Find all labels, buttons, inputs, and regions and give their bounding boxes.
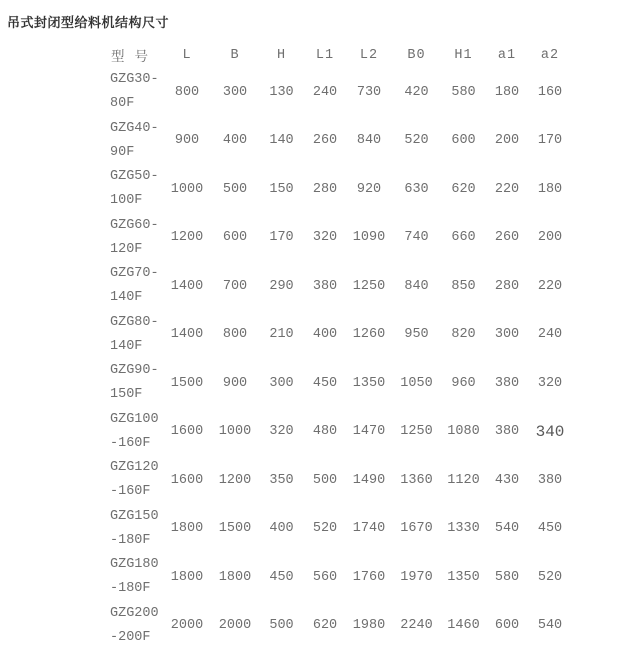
dimension-cell: 340 <box>535 422 565 441</box>
model-cell <box>97 553 163 602</box>
dimension-cell: 290 <box>269 278 294 294</box>
dimensions-table <box>97 42 572 650</box>
dimension-cell: 1740 <box>352 521 386 537</box>
table-row <box>97 553 572 602</box>
dimension-cell: 450 <box>537 521 563 537</box>
dimension-cell: 580 <box>494 569 520 585</box>
dimension-cell: 660 <box>451 230 476 246</box>
dimension-cell: 2000 <box>218 618 252 634</box>
dimension-cell: 240 <box>312 84 338 100</box>
model-name-line: -180F <box>110 581 151 597</box>
dimension-cell: 1800 <box>170 569 204 585</box>
model-name-line: 90F <box>110 144 135 160</box>
table-row <box>97 117 572 166</box>
dimension-cell: 900 <box>174 133 200 149</box>
dimension-cell: 850 <box>451 278 476 294</box>
dimension-cell: 1800 <box>170 521 204 537</box>
dimension-cell: 800 <box>174 84 200 100</box>
model-cell <box>97 408 163 457</box>
dimension-cell: 1250 <box>352 278 386 294</box>
dimension-cell: 600 <box>494 618 520 634</box>
dimension-cell: 400 <box>222 133 248 149</box>
dimension-cell: 500 <box>269 618 294 634</box>
model-name-line: 140F <box>110 338 143 354</box>
dimension-cell: 260 <box>494 230 520 246</box>
dimension-cell: 320 <box>312 230 338 246</box>
model-name-line: 100F <box>110 193 143 209</box>
dimension-cell: 540 <box>494 521 520 537</box>
dimension-cell: 520 <box>404 133 429 149</box>
dimension-cell: 730 <box>356 84 382 100</box>
column-header-0: 型 号 <box>110 50 150 66</box>
dimension-cell: 320 <box>537 375 563 391</box>
dimension-cell: 520 <box>312 521 338 537</box>
model-name-line: GZG90- <box>110 363 159 379</box>
dimension-cell: 820 <box>451 327 476 343</box>
dimension-cell: 700 <box>222 278 248 294</box>
dimension-cell: 1600 <box>170 472 204 488</box>
dimension-cell: 1000 <box>170 181 204 197</box>
dimension-cell: 1260 <box>352 327 386 343</box>
model-name-line: -200F <box>110 629 151 645</box>
dimension-cell: 1490 <box>352 472 386 488</box>
model-name-line: GZG200 <box>110 605 159 621</box>
model-name-line: -160F <box>110 484 151 500</box>
dimension-cell: 200 <box>494 133 520 149</box>
dimension-cell: 1120 <box>447 472 480 488</box>
dimension-cell: 140 <box>269 133 294 149</box>
dimension-cell: 620 <box>451 181 476 197</box>
dimension-cell: 450 <box>312 375 338 391</box>
table-row <box>97 505 572 554</box>
dimension-cell: 380 <box>312 278 338 294</box>
dimension-cell: 1050 <box>400 375 433 391</box>
column-header-1: L <box>182 47 192 63</box>
dimension-cell: 1400 <box>170 327 204 343</box>
dimension-cell: 170 <box>269 230 294 246</box>
dimension-cell: 950 <box>404 327 429 343</box>
dimension-cell: 740 <box>404 230 429 246</box>
dimension-cell: 200 <box>537 230 563 246</box>
dimension-cell: 400 <box>312 327 338 343</box>
dimension-cell: 1500 <box>170 375 204 391</box>
dimension-cell: 380 <box>494 375 520 391</box>
model-name-line: GZG150 <box>110 508 159 524</box>
dimension-cell: 1800 <box>218 569 252 585</box>
column-header-7: H1 <box>454 47 473 63</box>
dimension-cell: 300 <box>269 375 294 391</box>
model-name-line: GZG70- <box>110 266 159 282</box>
dimension-cell: 560 <box>312 569 338 585</box>
model-cell <box>97 456 163 505</box>
dimension-cell: 1000 <box>218 424 252 440</box>
table-row <box>97 456 572 505</box>
model-name-line: 150F <box>110 387 143 403</box>
dimension-cell: 1470 <box>352 424 386 440</box>
dimension-cell: 1350 <box>352 375 386 391</box>
dimension-cell: 2000 <box>170 618 204 634</box>
dimension-cell: 420 <box>404 84 429 100</box>
dimension-cell: 130 <box>269 84 294 100</box>
model-name-line: 80F <box>110 96 135 112</box>
dimension-cell: 160 <box>537 84 563 100</box>
table-row <box>97 165 572 214</box>
dimension-cell: 170 <box>537 133 563 149</box>
dimension-cell: 1360 <box>400 472 433 488</box>
dimension-cell: 320 <box>269 424 294 440</box>
dimension-cell: 400 <box>269 521 294 537</box>
dimension-cell: 480 <box>312 424 338 440</box>
dimension-cell: 600 <box>451 133 476 149</box>
dimension-cell: 260 <box>312 133 338 149</box>
model-name-line: -180F <box>110 532 151 548</box>
dimension-cell: 1970 <box>400 569 433 585</box>
model-name-line: GZG40- <box>110 120 159 136</box>
model-name-line: GZG80- <box>110 314 159 330</box>
model-name-line: GZG50- <box>110 169 159 185</box>
dimension-cell: 1600 <box>170 424 204 440</box>
table-row <box>97 262 572 311</box>
dimension-cell: 540 <box>537 618 563 634</box>
dimension-cell: 1500 <box>218 521 252 537</box>
page-title: 吊式封闭型给料机结构尺寸 <box>7 16 170 31</box>
model-name-line: 120F <box>110 241 143 257</box>
model-cell <box>97 68 163 117</box>
model-cell <box>97 505 163 554</box>
dimension-cell: 1400 <box>170 278 204 294</box>
dimension-cell: 1200 <box>170 230 204 246</box>
dimension-cell: 500 <box>312 472 338 488</box>
dimension-cell: 580 <box>451 84 476 100</box>
dimension-cell: 1760 <box>352 569 386 585</box>
dimension-cell: 840 <box>404 278 429 294</box>
dimension-cell: 180 <box>494 84 520 100</box>
table-row <box>97 311 572 360</box>
table-row <box>97 214 572 263</box>
dimension-cell: 240 <box>537 327 563 343</box>
dimension-cell: 2240 <box>400 618 433 634</box>
model-cell <box>97 311 163 360</box>
dimension-cell: 380 <box>494 424 520 440</box>
dimension-cell: 630 <box>404 181 429 197</box>
dimension-cell: 1200 <box>218 472 252 488</box>
model-name-line: 140F <box>110 290 143 306</box>
column-header-6: B0 <box>407 47 426 63</box>
dimension-cell: 300 <box>222 84 248 100</box>
table-header-row <box>97 42 572 68</box>
dimension-cell: 840 <box>356 133 382 149</box>
dimension-cell: 1350 <box>447 569 480 585</box>
model-name-line: GZG120 <box>110 460 159 476</box>
model-name-line: -160F <box>110 435 151 451</box>
dimension-cell: 1670 <box>400 521 433 537</box>
dimension-cell: 350 <box>269 472 294 488</box>
dimension-cell: 1090 <box>352 230 386 246</box>
table-row <box>97 68 572 117</box>
dimension-cell: 900 <box>222 375 248 391</box>
column-header-3: H <box>276 47 287 63</box>
model-cell <box>97 262 163 311</box>
model-name-line: GZG60- <box>110 217 159 233</box>
dimension-cell: 920 <box>356 181 382 197</box>
dimension-cell: 500 <box>222 181 248 197</box>
model-cell <box>97 165 163 214</box>
dimension-cell: 280 <box>494 278 520 294</box>
dimension-cell: 1080 <box>447 424 480 440</box>
column-header-2: B <box>230 47 240 63</box>
dimension-cell: 600 <box>222 230 248 246</box>
dimension-cell: 220 <box>494 181 520 197</box>
dimension-cell: 280 <box>312 181 338 197</box>
dimension-cell: 520 <box>537 569 563 585</box>
table-body <box>97 68 572 650</box>
dimension-cell: 1330 <box>447 521 480 537</box>
model-cell <box>97 602 163 651</box>
dimension-cell: 1460 <box>447 618 480 634</box>
table-row <box>97 408 572 457</box>
dimension-cell: 1250 <box>400 424 433 440</box>
dimension-cell: 380 <box>537 472 563 488</box>
table-row <box>97 602 572 651</box>
column-header-9: a2 <box>540 47 560 63</box>
dimension-cell: 220 <box>537 278 563 294</box>
dimension-cell: 450 <box>269 569 294 585</box>
model-name-line: GZG30- <box>110 72 159 88</box>
dimension-cell: 300 <box>494 327 520 343</box>
column-header-5: L2 <box>359 47 379 63</box>
dimension-cell: 1980 <box>352 618 386 634</box>
model-cell <box>97 214 163 263</box>
dimension-cell: 180 <box>537 181 563 197</box>
model-name-line: GZG100 <box>110 411 159 427</box>
dimension-cell: 800 <box>222 327 248 343</box>
dimension-cell: 430 <box>494 472 520 488</box>
column-header-4: L1 <box>315 47 335 63</box>
column-header-8: a1 <box>497 47 517 63</box>
dimension-cell: 210 <box>269 327 294 343</box>
model-name-line: GZG180 <box>110 557 159 573</box>
model-cell <box>97 117 163 166</box>
dimension-cell: 960 <box>451 375 476 391</box>
dimension-cell: 620 <box>312 618 338 634</box>
model-cell <box>97 359 163 408</box>
dimension-cell: 150 <box>269 181 294 197</box>
table-row <box>97 359 572 408</box>
